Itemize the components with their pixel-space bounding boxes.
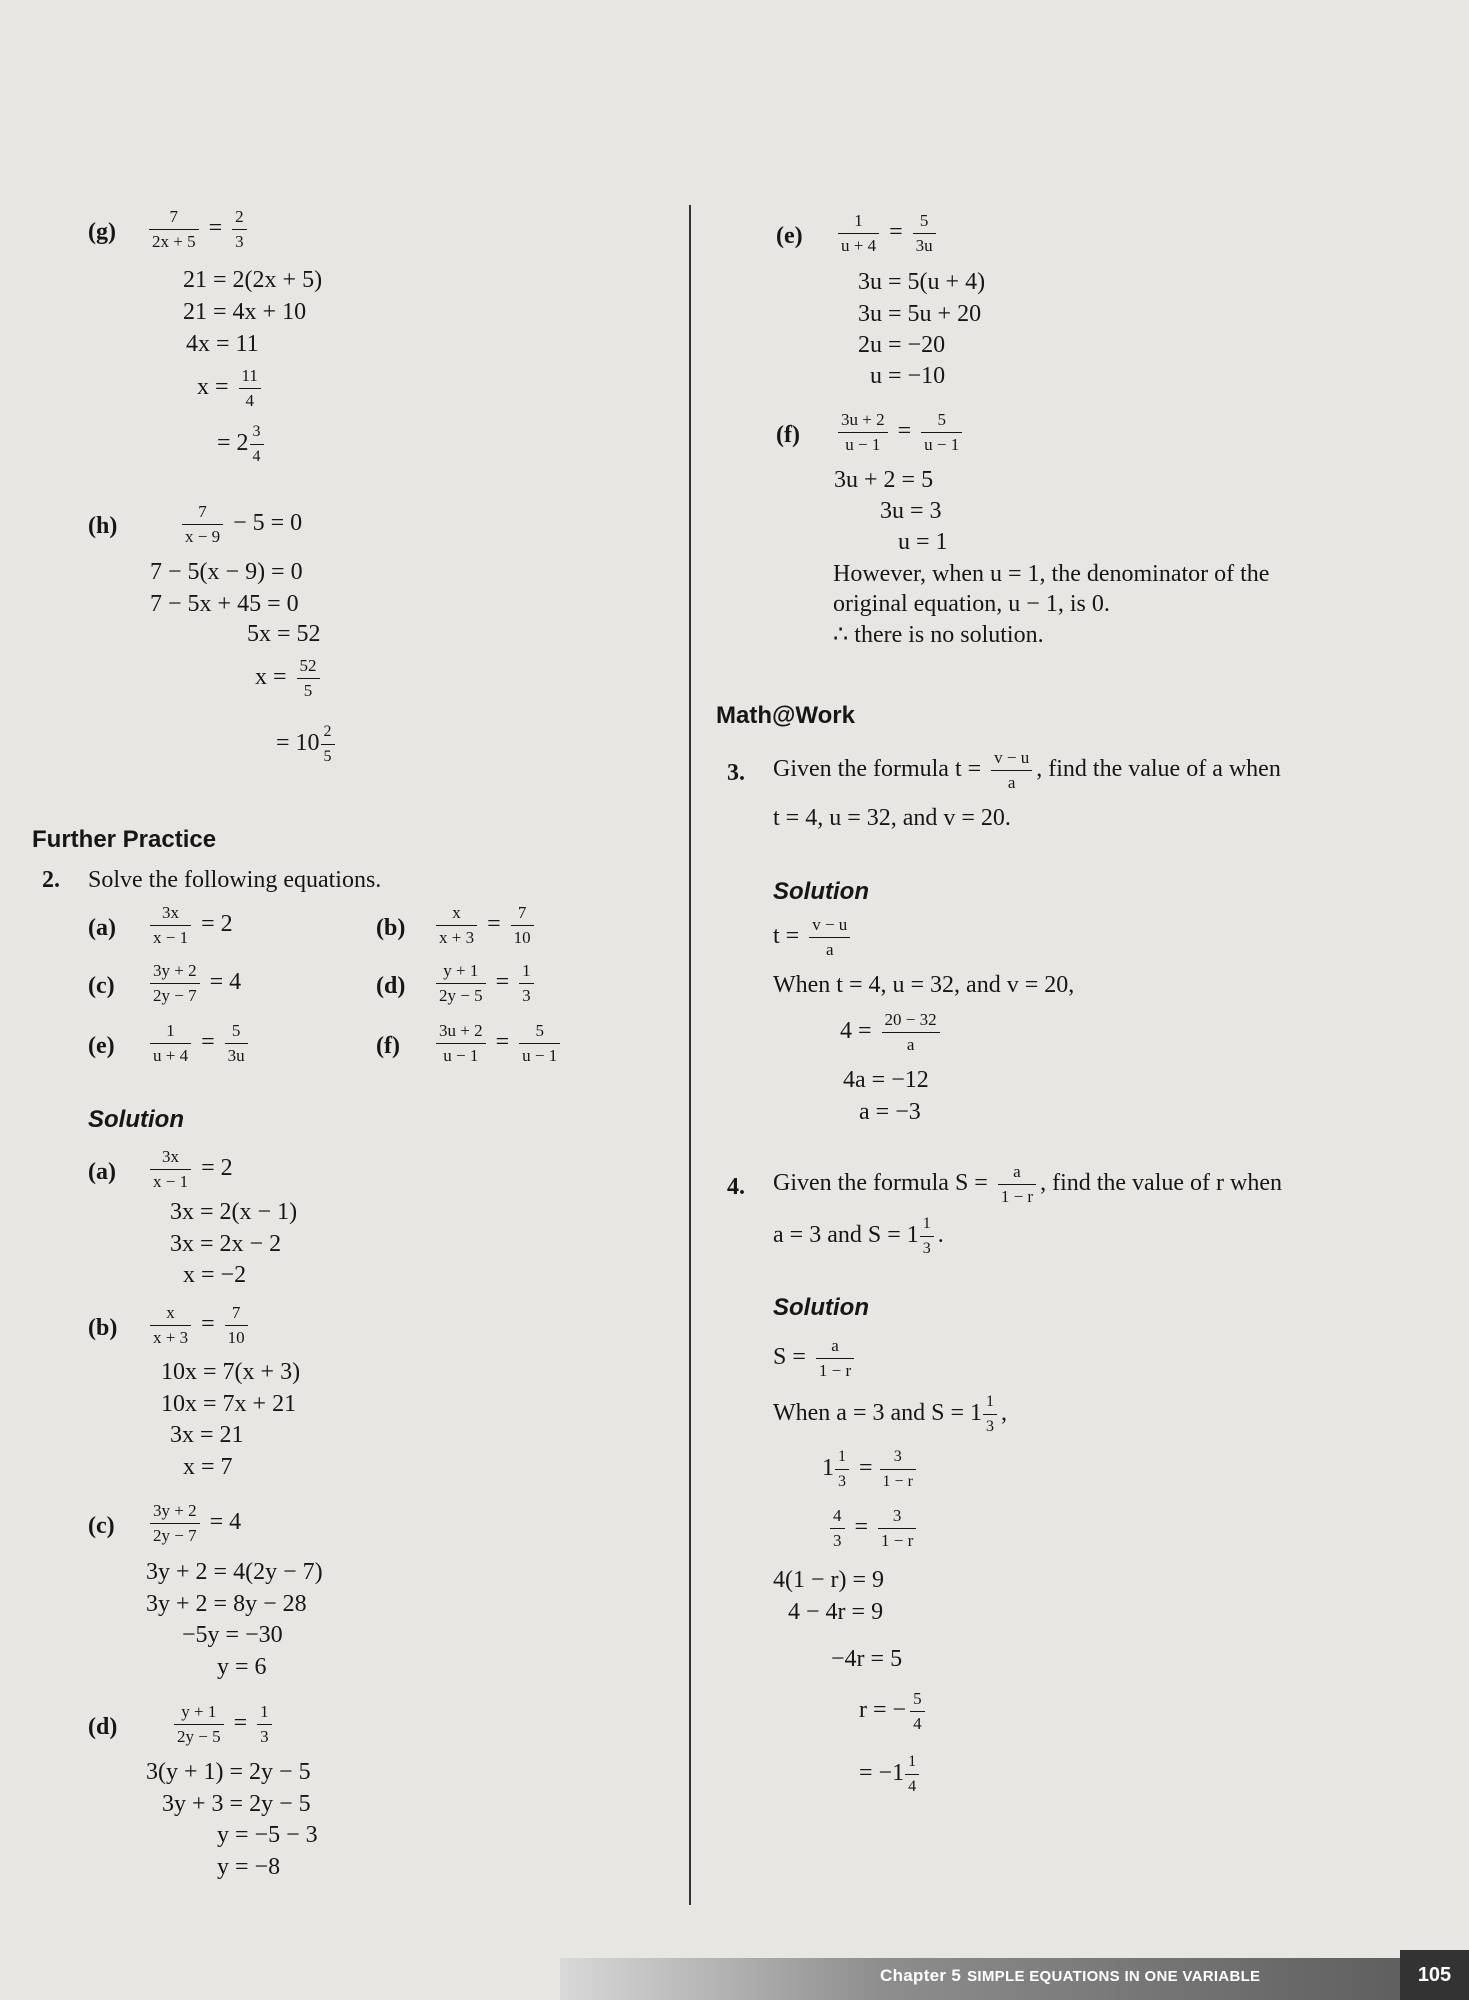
fp-equation-d: $\frac{y + 1}{2y - 5}$ = $\frac{1}{3}$ <box>432 961 538 1006</box>
sol-a-1: $\frac{3x}{x - 1}$ = 2 <box>146 1147 233 1192</box>
sol-label-c: (c) <box>88 1513 115 1539</box>
sol-b-5: x = 7 <box>183 1454 233 1480</box>
equation-h-5: x = $\frac{52}{5}$ <box>255 656 324 701</box>
fp-equation-c: $\frac{3y + 2}{2y - 7}$ = 4 <box>146 961 241 1006</box>
sol-b-4: 3x = 21 <box>170 1422 244 1448</box>
sol-a-3: 3x = 2x − 2 <box>170 1231 282 1257</box>
q3-sol-4: 4a = −12 <box>843 1067 929 1093</box>
footer-chapter-name: SIMPLE EQUATIONS IN ONE VARIABLE <box>967 1968 1261 1985</box>
fp-equation-b: $\frac{x}{x + 3}$ = $\frac{7}{10}$ <box>432 903 538 948</box>
q4-sol-5: 4(1 − r) = 9 <box>773 1567 885 1593</box>
fp-equation-e: $\frac{1}{u + 4}$ = $\frac{5}{3u}$ <box>146 1021 252 1066</box>
sol-c-1: $\frac{3y + 2}{2y - 7}$ = 4 <box>146 1501 241 1546</box>
question-3-text-2: t = 4, u = 32, and v = 20. <box>773 805 1011 831</box>
question-4-text: Given the formula S = $\frac{a}{1 - r}$ , find the value of r when <box>773 1162 1282 1206</box>
q4-sol-1: S = $\frac{a}{1 - r}$ <box>773 1336 858 1381</box>
right-f-1: $\frac{3u + 2}{u - 1}$ = $\frac{5}{u - 1}$ <box>834 410 966 455</box>
sol-c-4: −5y = −30 <box>182 1622 283 1648</box>
sol-a-2: 3x = 2(x − 1) <box>170 1199 298 1225</box>
question-2-text: Solve the following equations. <box>88 867 382 893</box>
further-practice-heading: Further Practice <box>32 826 217 853</box>
equation-g-6: = 2 $\frac{3}{4}$ <box>217 422 268 467</box>
page-number: 105 <box>1400 1950 1469 2000</box>
fp-equation-f: $\frac{3u + 2}{u - 1}$ = $\frac{5}{u - 1}$ <box>432 1021 564 1066</box>
fp-label-e: (e) <box>88 1033 115 1059</box>
equation-h-3: 7 − 5x + 45 = 0 <box>150 591 299 617</box>
q4-sol-7: −4r = 5 <box>831 1646 903 1672</box>
sol-d-2: 3(y + 1) = 2y − 5 <box>146 1759 311 1785</box>
right-label-f: (f) <box>776 422 800 448</box>
solution-heading-q2: Solution <box>88 1106 184 1133</box>
q3-sol-2: When t = 4, u = 32, and v = 20, <box>773 972 1075 998</box>
right-f-2: 3u + 2 = 5 <box>834 467 934 493</box>
question-4-text-2: a = 3 and S = 1 $\frac{1}{3}$ . <box>773 1215 944 1257</box>
math-at-work-heading: Math@Work <box>716 702 855 729</box>
sol-label-a: (a) <box>88 1159 116 1185</box>
sol-d-1: $\frac{y + 1}{2y - 5}$ = $\frac{1}{3}$ <box>170 1702 276 1747</box>
sol-c-3: 3y + 2 = 8y − 28 <box>146 1591 307 1617</box>
equation-g-5: x = $\frac{11}{4}$ <box>197 366 265 411</box>
equation-g-3: 21 = 4x + 10 <box>183 299 307 325</box>
sol-label-b: (b) <box>88 1315 118 1341</box>
q4-sol-8: r = − $\frac{5}{4}$ <box>859 1689 929 1734</box>
right-e-4: 2u = −20 <box>858 332 946 358</box>
sol-b-2: 10x = 7(x + 3) <box>161 1359 301 1385</box>
equation-h-2: 7 − 5(x − 9) = 0 <box>150 559 303 585</box>
sol-c-5: y = 6 <box>217 1654 267 1680</box>
show-through-text <box>650 200 656 230</box>
q4-sol-9: = −1 $\frac{1}{4}$ <box>859 1752 923 1797</box>
question-2-number: 2. <box>42 867 60 893</box>
sol-b-1: $\frac{x}{x + 3}$ = $\frac{7}{10}$ <box>146 1303 252 1348</box>
sol-d-5: y = −8 <box>217 1854 281 1880</box>
equation-g-1: $\frac{7}{2x + 5}$ = $\frac{2}{3}$ <box>145 207 251 252</box>
right-f-note-3: ∴ there is no solution. <box>833 622 1044 648</box>
sol-d-4: y = −5 − 3 <box>217 1822 318 1848</box>
sol-b-3: 10x = 7x + 21 <box>161 1391 297 1417</box>
sol-d-3: 3y + 3 = 2y − 5 <box>162 1791 311 1817</box>
right-f-4: u = 1 <box>898 529 948 555</box>
solution-heading-q4: Solution <box>773 1294 869 1321</box>
q4-sol-2: When a = 3 and S = 1 $\frac{1}{3}$ , <box>773 1393 1008 1435</box>
fp-label-c: (c) <box>88 973 115 999</box>
fp-label-d: (d) <box>376 973 406 999</box>
solution-heading-q3: Solution <box>773 878 869 905</box>
fp-label-a: (a) <box>88 915 116 941</box>
equation-h-6: = 10 $\frac{2}{5}$ <box>276 722 339 767</box>
equation-h-1: $\frac{7}{x - 9}$ − 5 = 0 <box>178 502 302 547</box>
right-label-e: (e) <box>776 223 803 249</box>
question-3-number: 3. <box>727 760 745 786</box>
q3-sol-5: a = −3 <box>859 1099 921 1125</box>
sol-label-d: (d) <box>88 1714 118 1740</box>
column-divider <box>689 205 691 1905</box>
q4-sol-6: 4 − 4r = 9 <box>788 1599 884 1625</box>
fp-label-f: (f) <box>376 1033 400 1059</box>
footer-chapter-label: Chapter 5 <box>880 1966 962 1985</box>
right-e-5: u = −10 <box>870 363 946 389</box>
right-f-note-1: However, when u = 1, the denominator of the <box>833 561 1270 587</box>
equation-g-4: 4x = 11 <box>186 331 259 357</box>
sol-a-4: x = −2 <box>183 1262 247 1288</box>
part-label-h: (h) <box>88 513 118 539</box>
q3-sol-1: t = $\frac{v - u}{a}$ <box>773 915 854 960</box>
right-f-3: 3u = 3 <box>880 498 942 524</box>
q3-sol-3: 4 = $\frac{20 - 32}{a}$ <box>840 1010 944 1055</box>
question-3-text: Given the formula t = $\frac{v - u}{a}$ , find the value of a when <box>773 748 1281 792</box>
right-f-note-2: original equation, u − 1, is 0. <box>833 591 1110 617</box>
part-label-g: (g) <box>88 219 116 245</box>
equation-h-4: 5x = 52 <box>247 621 321 647</box>
equation-g-2: 21 = 2(2x + 5) <box>183 267 323 293</box>
question-4-number: 4. <box>727 1174 745 1200</box>
footer-chapter-title <box>880 1966 1260 1986</box>
right-e-2: 3u = 5(u + 4) <box>858 269 986 295</box>
fp-label-b: (b) <box>376 915 406 941</box>
right-e-1: $\frac{1}{u + 4}$ = $\frac{5}{3u}$ <box>834 211 940 256</box>
sol-c-2: 3y + 2 = 4(2y − 7) <box>146 1559 323 1585</box>
q4-sol-3: 1 $\frac{1}{3}$ = $\frac{3}{1 - r}$ <box>822 1447 920 1492</box>
right-e-3: 3u = 5u + 20 <box>858 301 982 327</box>
q4-sol-4: $\frac{4}{3}$ = $\frac{3}{1 - r}$ <box>826 1506 920 1551</box>
fp-equation-a: $\frac{3x}{x - 1}$ = 2 <box>146 903 233 948</box>
